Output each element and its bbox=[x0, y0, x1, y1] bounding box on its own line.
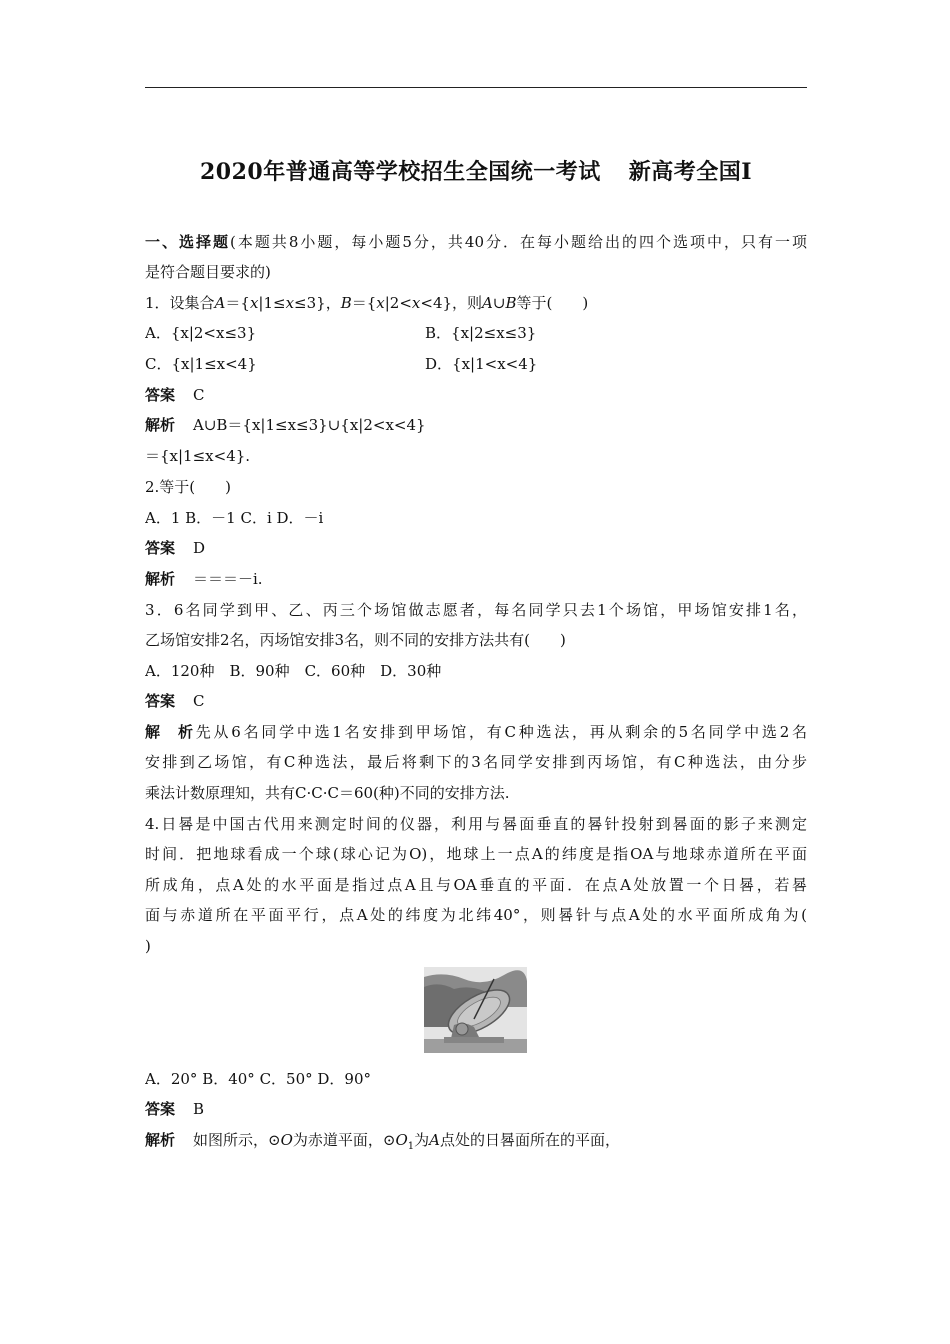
q1-options-row2 bbox=[145, 354, 807, 374]
q1-stem: 1．设集合A＝{x|1≤x≤3}，B＝{x|2<x<4}，则A∪B等于( ) bbox=[145, 294, 589, 312]
title-main: 2020年普通高等学校招生全国统一考试 bbox=[199, 159, 601, 185]
section-heading bbox=[145, 232, 807, 252]
q1-analysis-cont: ＝{x|1≤x<4}. bbox=[145, 447, 251, 465]
sundial-illustration bbox=[424, 967, 527, 1053]
q4-answer: 答案 B bbox=[145, 1100, 205, 1118]
q3-analysis-cont: 安排到乙场馆，有C种选法，最后将剩下的3名同学安排到丙场馆，有C种选法，由分步 bbox=[145, 753, 807, 771]
q4-options: A．20° B．40° C．50° D．90° bbox=[145, 1070, 372, 1088]
q2-options: A．1 B．－1 C．i D．－i bbox=[145, 509, 324, 527]
section-heading-cont: 是符合题目要求的) bbox=[145, 263, 271, 281]
q4-stem: 4.日晷是中国古代用来测定时间的仪器，利用与晷面垂直的晷针投射到晷面的影子来测定 bbox=[145, 815, 807, 833]
sundial-photo bbox=[424, 967, 527, 1053]
page-title bbox=[145, 155, 807, 186]
q3-options: A．120种 B．90种 C．60种 D．30种 bbox=[145, 662, 442, 680]
q1-answer: 答案 C bbox=[145, 386, 205, 404]
title-sub: 新高考全国Ⅰ bbox=[628, 159, 753, 185]
q4-stem-2: 时间．把地球看成一个球(球心记为O)，地球上一点A的纬度是指OA与地球赤道所在平面 bbox=[145, 845, 807, 863]
q4-stem-5: ) bbox=[145, 937, 151, 955]
q1-option-a: A．{x|2<x≤3} bbox=[145, 324, 257, 342]
q4-analysis: 解析 如图所示，⊙O为赤道平面，$⊙O_1$为A点处的日晷面所在的平面， bbox=[145, 1131, 621, 1152]
q1-option-b: B．{x|2≤x≤3} bbox=[425, 324, 537, 342]
q4-stem-3: 所成角，点A处的水平面是指过点A且与OA垂直的平面．在点A处放置一个日晷，若晷 bbox=[145, 876, 807, 894]
q2-analysis: 解析 ＝＝＝－i. bbox=[145, 570, 263, 588]
q1-analysis: 解析 A∪B＝{x|1≤x≤3}∪{x|2<x<4} bbox=[145, 416, 426, 434]
q2-answer: 答案 D bbox=[145, 539, 206, 557]
q2-stem: 2.等于( ) bbox=[145, 478, 232, 496]
q3-stem-cont: 乙场馆安排2名，丙场馆安排3名，则不同的安排方法共有( ) bbox=[145, 631, 566, 649]
section-heading-text: (本题共8小题，每小题5分，共40分．在每小题给出的四个选项中，只有一项 bbox=[230, 233, 807, 251]
q3-analysis: 解析先从6名同学中选1名安排到甲场馆，有C种选法，再从剩余的5名同学中选2名 bbox=[145, 723, 807, 741]
q1-option-d: D．{x|1<x<4} bbox=[425, 355, 538, 373]
q3-answer: 答案 C bbox=[145, 692, 205, 710]
q1-options-row1 bbox=[145, 323, 807, 343]
header-rule bbox=[145, 87, 807, 88]
q3-stem: 3．6名同学到甲、乙、丙三个场馆做志愿者，每名同学只去1个场馆，甲场馆安排1名， bbox=[145, 601, 807, 619]
q4-stem-4: 面与赤道所在平面平行，点A处的纬度为北纬40°，则晷针与点A处的水平面所成角为( bbox=[145, 906, 807, 924]
q3-analysis-end: 乘法计数原理知，共有C·C·C＝60(种)不同的安排方法. bbox=[145, 784, 510, 802]
q1-option-c: C．{x|1≤x<4} bbox=[145, 355, 257, 373]
section-heading-bold: 一、选择题 bbox=[145, 233, 230, 251]
